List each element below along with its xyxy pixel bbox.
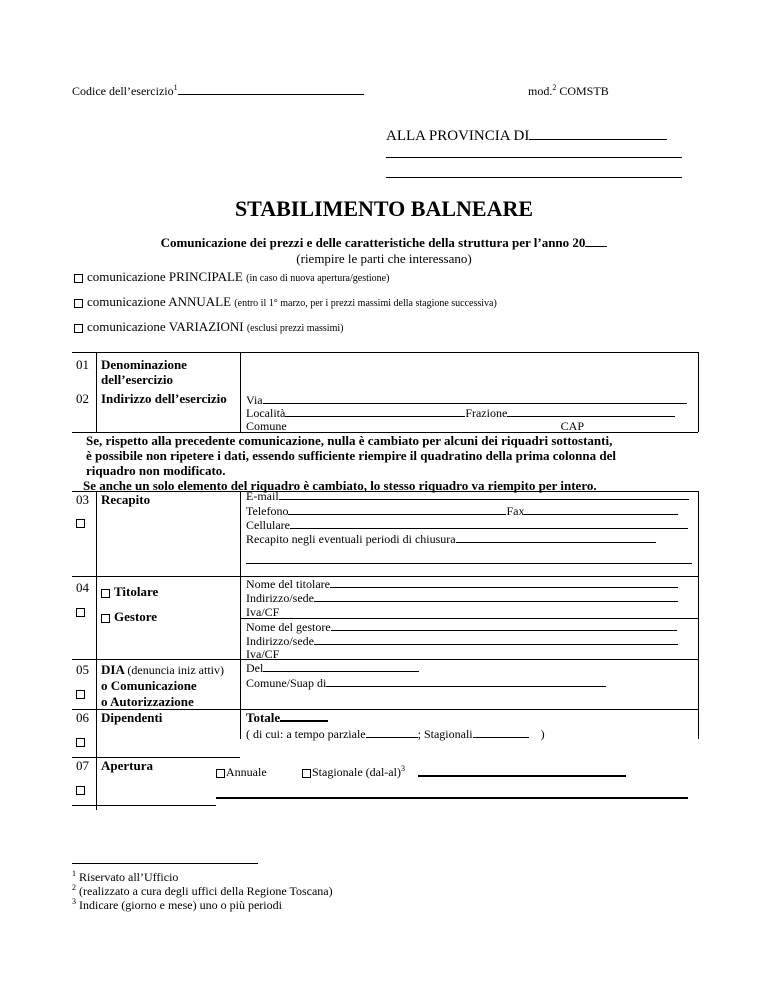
page-title: STABILIMENTO BALNEARE: [234, 196, 534, 221]
row-num-01: 01: [76, 357, 89, 372]
indirizzo-label: Indirizzo dell’esercizio: [101, 391, 227, 406]
footnote-ref-3: 3: [400, 764, 405, 773]
gestore-label: Gestore: [114, 609, 158, 624]
footnote-ref-1: 1: [173, 83, 178, 92]
stagionale-option[interactable]: [302, 765, 405, 780]
totale-label: Totale: [246, 710, 281, 725]
footnote-num: 3: [72, 897, 76, 906]
subtitle-note: (riempire le parti che interessano): [296, 251, 472, 266]
option-note: (esclusi prezzi massimi): [246, 323, 344, 334]
iva-titolare-field[interactable]: [246, 605, 279, 620]
nome-gestore-field[interactable]: [246, 620, 677, 635]
footnote-text: Riservato all’Ufficio: [79, 870, 179, 884]
subtitle-text: Comunicazione dei prezzi e delle caratteristiche della struttura per l’anno 20: [160, 235, 586, 250]
row-num-03: 03: [76, 492, 89, 507]
checkbox-icon[interactable]: [101, 589, 110, 598]
stagionali-label: ; Stagionali: [417, 727, 473, 741]
dia-label: [101, 662, 224, 710]
notice-line: è possibile non ripetere i dati, essendo sufficiente riempire il quadratino della prima colonna del: [86, 448, 616, 463]
annuale-option[interactable]: [216, 765, 267, 780]
comunicazione-text: o Comunicazione: [101, 678, 197, 693]
di-cui-field[interactable]: [246, 727, 545, 742]
titolare-label: Titolare: [114, 584, 159, 599]
checkbox-icon[interactable]: [74, 274, 83, 283]
localita-label: Località: [246, 406, 286, 420]
checkbox-icon[interactable]: [302, 769, 311, 778]
mod-prefix: mod.: [528, 84, 553, 98]
autorizzazione-text: o Autorizzazione: [101, 694, 194, 709]
option-variazioni[interactable]: [74, 319, 343, 335]
via-label: Via: [246, 393, 263, 407]
codice-label: Codice dell’esercizio: [72, 84, 174, 98]
provincia-address: [386, 128, 667, 145]
row-divider: [72, 659, 698, 660]
nome-gestore-line[interactable]: [331, 629, 677, 631]
option-note: (in caso di nuova apertura/gestione): [246, 273, 390, 284]
footnote-ref-2: 2: [552, 83, 557, 92]
checkbox-icon[interactable]: [76, 519, 85, 528]
denominazione-label: Denominazione dell’esercizio: [101, 357, 187, 387]
recapito-chiusura-field[interactable]: [246, 532, 656, 547]
dipendenti-label: Dipendenti: [101, 710, 163, 725]
email-line[interactable]: [279, 498, 689, 500]
row-divider: [240, 618, 698, 619]
email-label: E-mail: [246, 489, 279, 503]
di-cui-label: ( di cui: a tempo parziale: [246, 727, 366, 741]
option-label: comunicazione PRINCIPALE: [87, 269, 243, 284]
comune-suap-label: Comune/Suap di: [246, 676, 327, 690]
row-num-02: 02: [76, 391, 89, 406]
row-num-07: 07: [76, 758, 89, 773]
option-label: comunicazione ANNUALE: [87, 294, 232, 309]
mod-code: COMSTB: [559, 84, 609, 98]
iva-cf-label: Iva/CF: [246, 605, 280, 619]
address-line-2[interactable]: [386, 157, 682, 158]
provincia-line[interactable]: [529, 138, 667, 140]
footnote-1: [72, 870, 333, 884]
fax-label: Fax: [506, 504, 525, 518]
footnotes: [72, 870, 333, 912]
notice-line: Se anche un solo elemento del riquadro è cambiato, lo stesso riquadro va riempito per intero.: [83, 478, 597, 493]
checkbox-07[interactable]: [76, 781, 89, 799]
col-divider: [240, 491, 241, 739]
footnote-separator: [72, 863, 258, 864]
col-divider: [698, 352, 699, 432]
recapito-label: Recapito: [101, 492, 151, 507]
notice-text: [83, 433, 616, 493]
telefono-line[interactable]: [288, 513, 506, 515]
stagionale-line[interactable]: [418, 775, 626, 777]
footnote-2: [72, 884, 333, 898]
row-num-06: 06: [76, 710, 89, 725]
footnote-num: 2: [72, 883, 76, 892]
notice-line: riquadro non modificato.: [86, 463, 226, 478]
checkbox-icon[interactable]: [76, 690, 85, 699]
subtitle: [0, 235, 768, 251]
stagionali-line[interactable]: [473, 736, 529, 738]
checkbox-05[interactable]: [76, 685, 89, 703]
checkbox-icon[interactable]: [76, 608, 85, 617]
titolare-option[interactable]: [101, 584, 158, 600]
recapito-chiusura-label: Recapito negli eventuali periodi di chiusura: [246, 532, 456, 546]
notice-line: Se, rispetto alla precedente comunicazione, nulla è cambiato per alcuni dei riquadri sottostanti,: [86, 433, 613, 448]
row-num-05: 05: [76, 662, 89, 677]
indirizzo-titolare-line[interactable]: [314, 600, 678, 602]
checkbox-06[interactable]: [76, 733, 89, 751]
footnote-num: 1: [72, 869, 76, 878]
indirizzo-gestore-field[interactable]: [246, 634, 678, 649]
col-divider: [96, 352, 97, 432]
close-paren: ): [540, 727, 545, 741]
mod-label: [528, 84, 609, 99]
cellulare-field[interactable]: [246, 518, 688, 533]
checkbox-icon[interactable]: [74, 324, 83, 333]
col-divider: [96, 491, 97, 810]
indirizzo-gestore-line[interactable]: [314, 643, 678, 645]
footnote-text: (realizzato a cura degli uffici della Regione Toscana): [79, 884, 333, 898]
option-annuale[interactable]: [74, 294, 497, 310]
apertura-label: Apertura: [101, 758, 153, 773]
option-note: (entro il 1° marzo, per i prezzi massimi della stagione successiva): [234, 298, 497, 309]
nome-titolare-field[interactable]: [246, 577, 678, 592]
col-divider: [240, 352, 241, 432]
checkbox-icon[interactable]: [76, 786, 85, 795]
frazione-label: Frazione: [465, 406, 508, 420]
checkbox-icon[interactable]: [216, 769, 225, 778]
option-label: comunicazione VARIAZIONI: [87, 319, 244, 334]
nome-titolare-line[interactable]: [330, 586, 678, 588]
row-divider: [72, 805, 216, 806]
del-line[interactable]: [263, 670, 419, 672]
totale-field[interactable]: [246, 710, 328, 726]
del-label: Del: [246, 661, 264, 675]
footnote-3: [72, 898, 333, 912]
stagionale-label: Stagionale (dal-al): [312, 765, 401, 779]
codice-esercizio-field: [72, 84, 364, 99]
recapito-extra-line[interactable]: [246, 563, 692, 564]
fax-line[interactable]: [524, 513, 678, 515]
localita-line[interactable]: [285, 415, 465, 417]
checkbox-icon[interactable]: [76, 738, 85, 747]
checkbox-icon[interactable]: [101, 614, 110, 623]
recapito-chiusura-line[interactable]: [456, 541, 656, 543]
footnote-text: Indicare (giorno e mese) uno o più periodi: [79, 898, 282, 912]
codice-line[interactable]: [178, 93, 364, 95]
telefono-field[interactable]: [246, 504, 678, 519]
comune-suap-field[interactable]: [246, 676, 606, 691]
iva-gestore-field[interactable]: [246, 647, 279, 662]
checkbox-03[interactable]: [76, 514, 89, 532]
indirizzo-sede-label: Indirizzo/sede: [246, 634, 314, 648]
indirizzo-titolare-field[interactable]: [246, 591, 678, 606]
annuale-label: Annuale: [226, 765, 267, 779]
frazione-line[interactable]: [507, 415, 675, 417]
email-field[interactable]: [246, 489, 689, 504]
gestore-option[interactable]: [101, 609, 157, 625]
parziale-line[interactable]: [366, 736, 418, 738]
provincia-label: ALLA PROVINCIA DI: [386, 128, 530, 144]
iva-cf-label: Iva/CF: [246, 647, 280, 661]
address-line-3[interactable]: [386, 177, 682, 178]
cellulare-line[interactable]: [290, 527, 688, 529]
via-line[interactable]: [263, 402, 687, 404]
nome-gestore-label: Nome del gestore: [246, 620, 331, 634]
totale-line[interactable]: [280, 719, 328, 722]
cellulare-label: Cellulare: [246, 518, 290, 532]
apertura-extra-line[interactable]: [216, 797, 688, 799]
nome-titolare-label: Nome del titolare: [246, 577, 330, 591]
dia-text: DIA: [101, 662, 125, 677]
telefono-label: Telefono: [246, 504, 289, 518]
comune-field[interactable]: [246, 419, 584, 434]
year-line[interactable]: [585, 245, 607, 247]
table-border-top: [72, 352, 698, 353]
comune-suap-line[interactable]: [326, 685, 606, 687]
row-divider: [72, 757, 240, 758]
del-field[interactable]: [246, 661, 419, 676]
indirizzo-sede-label: Indirizzo/sede: [246, 591, 314, 605]
row-num-04: 04: [76, 580, 89, 595]
comune-label: Comune: [246, 419, 287, 433]
dia-note: (denuncia iniz attiv): [127, 663, 225, 677]
option-principale[interactable]: [74, 269, 389, 285]
checkbox-04[interactable]: [76, 603, 89, 621]
cap-label: CAP: [560, 419, 585, 433]
col-divider: [698, 491, 699, 739]
checkbox-icon[interactable]: [74, 299, 83, 308]
